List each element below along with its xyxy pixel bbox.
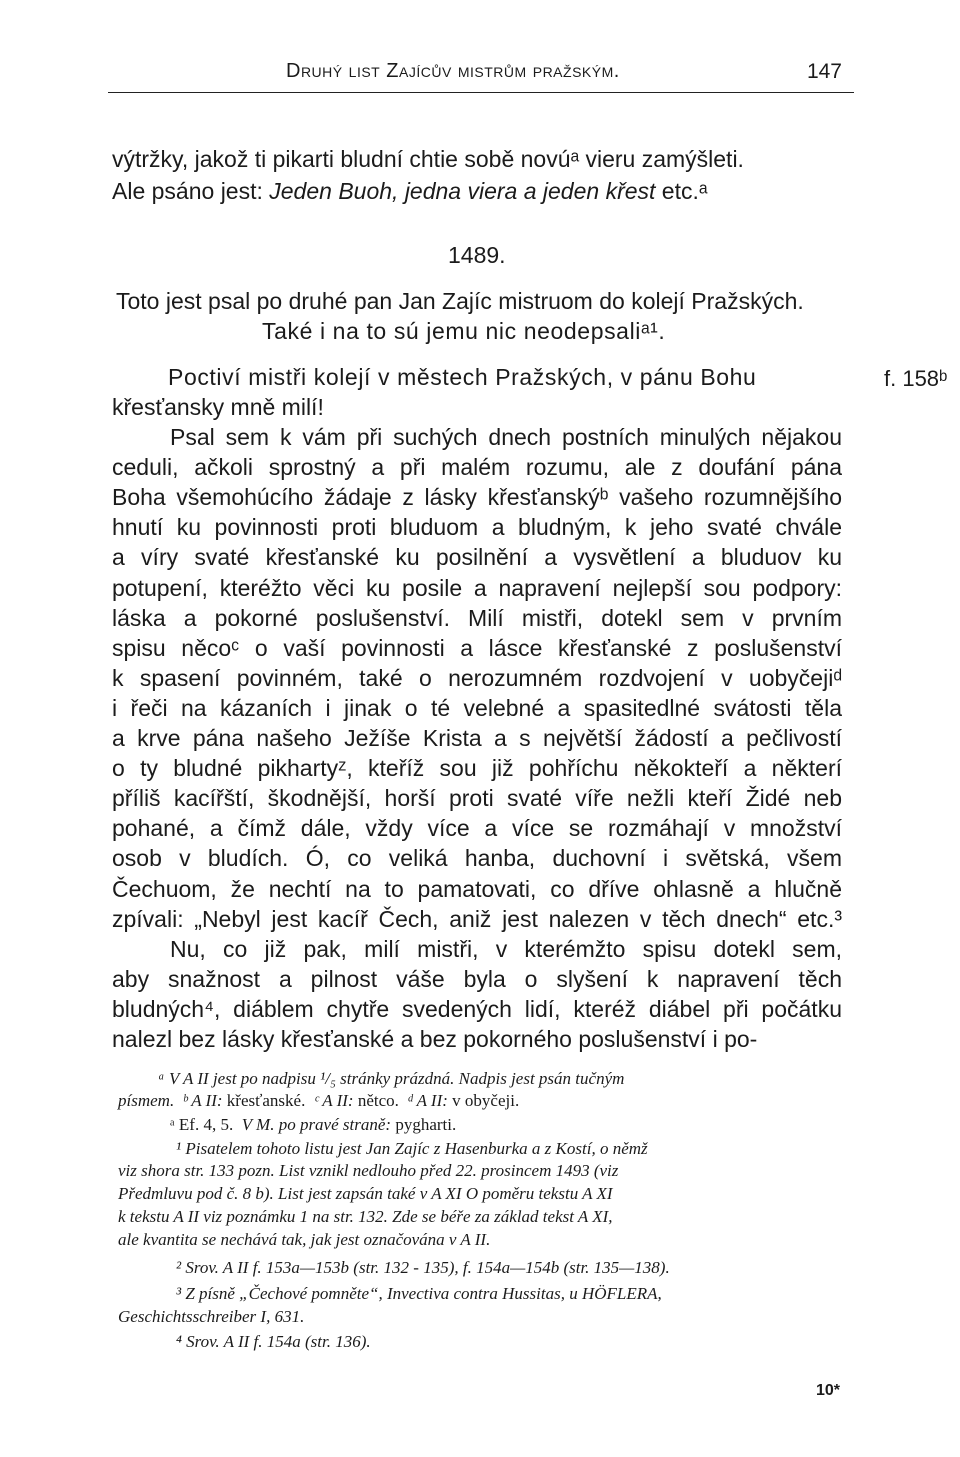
folio-note: f. 158ᵇ: [884, 366, 948, 391]
running-title: Druhý list Zajícův mistrům pražským.: [286, 60, 620, 82]
footnote-ref: ᵈ A II:: [407, 1091, 448, 1110]
text-line: potupení, kteréžto věci ku posile a napravení nejlepší sou podpory:: [112, 574, 842, 601]
page-number: 147: [806, 60, 842, 83]
text-line: a víry svaté křesťanské ku posilnění a vysvětlení a bluduov ku: [112, 544, 842, 571]
footnote-text: V M. po pravé straně:: [241, 1115, 392, 1134]
footnote-2: ² Srov. A II f. 153a—153b (str. 132 - 135), f. 154a—154b (str. 135—138).: [176, 1258, 670, 1277]
text-line: Čechuom, že nechtí na to pamatovati, co dříve ohlasně a hlučně: [112, 875, 842, 902]
text-line: hnutí ku povinnosti proti bluduom a bludným, k jeho svaté chvále: [112, 514, 842, 541]
signature-mark: 10*: [816, 1382, 841, 1399]
text-line: aby snažnost a pilnost váše byla o slyšení k napravení těch: [112, 965, 842, 992]
footnote-1: ale kvantita se nechává tak, jak jest označována v A II.: [118, 1230, 491, 1249]
footnote-text: písmem.: [118, 1091, 175, 1110]
footnote-a-cont: [118, 1090, 519, 1112]
text-line: výtržky, jakož ti pikarti bludní chtie sobě novúᵃ vieru zamýšleti.: [112, 146, 744, 172]
greeting-line: křesťansky mně milí!: [112, 394, 324, 420]
text-line: Boha všemohúcího žádaje z lásky křesťanskýᵇ vašeho rozumnějšího: [112, 484, 842, 511]
text-line: i řeči na kázaních i jinak o té velebné a spasitedlné svátosti těla: [112, 694, 842, 721]
footnote-4: ⁴ Srov. A II f. 154a (str. 136).: [176, 1332, 371, 1351]
footnote-text: pygharti.: [395, 1115, 457, 1134]
text-line: láska a pokorné poslušenství. Milí mistři, dotekl sem v prvním: [112, 604, 842, 631]
footnote-1: viz shora str. 133 pozn. List vznikl nedlouho před 22. prosincem 1493 (viz: [118, 1161, 619, 1180]
footnote-ref: ᵇ A II:: [182, 1091, 223, 1110]
text-line: [112, 176, 707, 206]
text-line: pohané, a čímž dále, vždy více a více se rozmáhají v množství: [112, 815, 842, 842]
footnote-text: ᵃ Ef. 4, 5.: [170, 1115, 234, 1134]
letter-title: Toto jest psal po druhé pan Jan Zajíc mistruom do kolejí Pražských.: [116, 288, 804, 314]
footnote-ref: ᶜ A II:: [313, 1091, 354, 1110]
year-heading: 1489.: [448, 242, 506, 268]
footnote-1: Předmluvu pod č. 8 b). List jest zapsán také v A XI O poměru tekstu A XI: [118, 1184, 613, 1203]
footnote-3: ³ Z písně „Čechové pomněte“, Invectiva contra Hussitas, u HÖFLERA,: [176, 1284, 662, 1303]
footnote-1: k tekstu A II viz poznámku 1 na str. 132. Zde se béře za základ tekst A XI,: [118, 1207, 613, 1226]
letter-title: Také i na to sú jemu nic neodepsaliᵃ¹.: [262, 318, 666, 344]
text-line: o ty bludné pikhartyᶻ, kteříž sou již pohříchu někokteří a některí: [112, 755, 842, 782]
footnote-alpha: [170, 1114, 456, 1136]
footnote-a: ᵃ V A II jest po nadpisu ¹/₅ stránky prázdná. Nadpis jest psán tučným: [158, 1069, 625, 1088]
scripture-quote: Jeden Buoh, jedna viera a jeden křest: [269, 178, 656, 204]
text-line: nalezl bez lásky křesťanské a bez pokorného poslušenství i po-: [112, 1026, 758, 1052]
text-line: k spasení povinném, také o nerozumném rozdvojení v uobyčejiᵈ: [112, 664, 842, 691]
footnote-text: v obyčeji.: [452, 1091, 520, 1110]
running-header: [108, 58, 854, 93]
footnote-text: nětco.: [357, 1091, 399, 1110]
text-line: osob v bludích. Ó, co veliká hanba, duchovní i světská, všem: [112, 845, 842, 872]
text-line: a krve pána našeho Ježíše Krista a s největší žádostí a pečlivostí: [112, 725, 842, 751]
footnote-text: křesťanské.: [226, 1091, 306, 1110]
text-line: bludných⁴, diáblem chytře svedených lidí, kteréž diábel při počátku: [112, 995, 842, 1022]
text-line: Nu, co již pak, milí mistři, v kterémžto spisu dotekl sem,: [170, 935, 842, 962]
greeting-line: Poctiví mistři kolejí v městech Pražských, v pánu Bohu: [168, 364, 757, 390]
footnote-1: ¹ Pisatelem tohoto listu jest Jan Zajíc z Hasenburka a z Kostí, o němž: [176, 1139, 648, 1158]
text-line: zpívali: „Nebyl jest kacíř Čech, aniž jest nalezen v těch dnech“ etc.³: [112, 905, 842, 932]
text-line: spisu něcoᶜ o vaší povinnosti a lásce křesťanské z poslušenství: [112, 634, 842, 661]
text-span: Ale psáno jest:: [112, 178, 270, 204]
footnote-3: Geschichtsschreiber I, 631.: [118, 1307, 305, 1326]
text-line: ceduli, ačkoli sprostný a při malém rozumu, ale z doufání pána: [112, 454, 842, 481]
text-span: etc.ᵃ: [655, 178, 708, 204]
text-line: příliš kacířští, škodnější, horší proti svaté víře nežli kteří Židé neb: [112, 785, 842, 812]
text-line: Psal sem k vám při suchých dnech postních minulých nějakou: [170, 424, 842, 450]
